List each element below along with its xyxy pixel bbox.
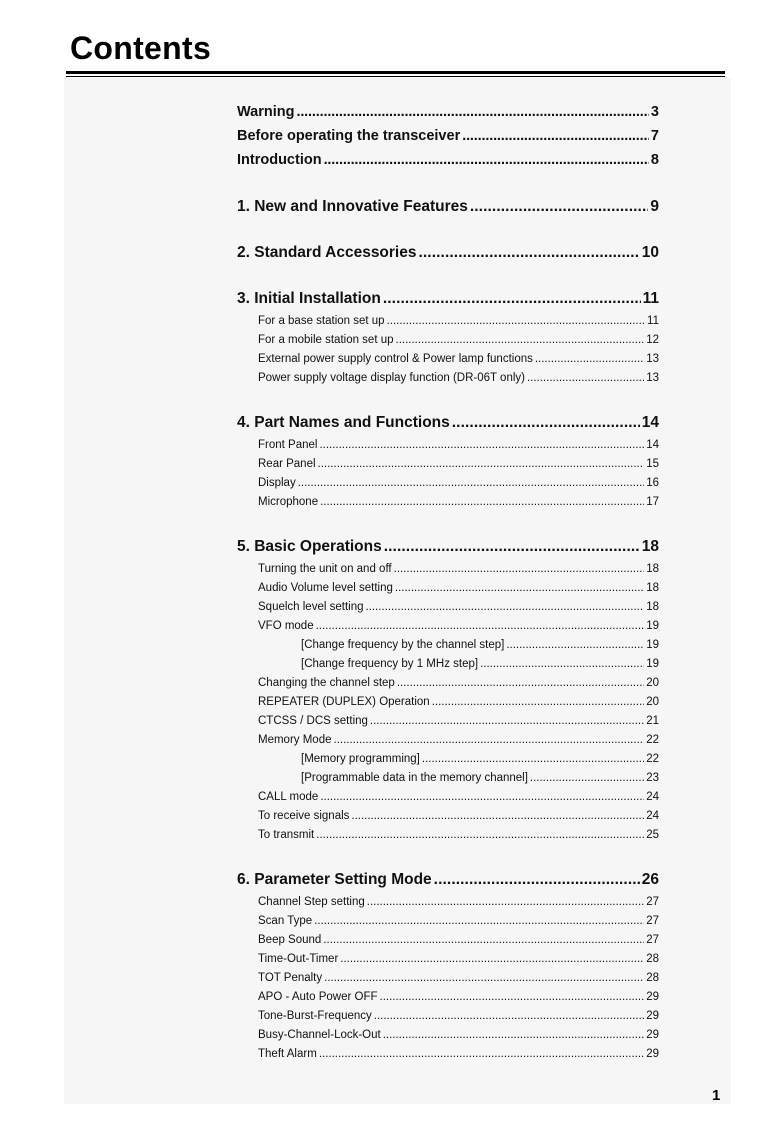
toc-chapter-1[interactable]: 1. New and Innovative Features . . . 9 <box>237 194 659 220</box>
toc-entry[interactable]: For a mobile station set up . . . 12 <box>237 331 659 350</box>
toc-entry[interactable]: [Memory programming] . . . 22 <box>237 750 659 769</box>
toc-entry[interactable]: Beep Sound . . . 27 <box>237 931 659 950</box>
toc-entry[interactable]: [Programmable data in the memory channel] . . . 23 <box>237 769 659 788</box>
toc-entry[interactable]: Time-Out-Timer . . . 28 <box>237 950 659 969</box>
toc-entry[interactable]: Audio Volume level setting . . . 18 <box>237 579 659 598</box>
toc-entry[interactable]: [Change frequency by 1 MHz step] . . . 19 <box>237 655 659 674</box>
toc-entry[interactable]: REPEATER (DUPLEX) Operation . . . 20 <box>237 693 659 712</box>
toc-chapter-2[interactable]: 2. Standard Accessories . . . 10 <box>237 240 659 266</box>
title-rule <box>66 71 725 74</box>
toc-entry-introduction[interactable]: Introduction . . . 8 <box>237 148 659 172</box>
toc-entry[interactable]: Theft Alarm . . . 29 <box>237 1045 659 1064</box>
toc-entry-before-operating[interactable]: Before operating the transceiver . . . 7 <box>237 124 659 148</box>
page-title: Contents <box>70 30 212 66</box>
toc-entry[interactable]: Changing the channel step . . . 20 <box>237 674 659 693</box>
toc-entry[interactable]: Memory Mode . . . 22 <box>237 731 659 750</box>
toc-chapter-5[interactable]: 5. Basic Operations . . . 18 <box>237 534 659 560</box>
toc-entry[interactable]: External power supply control & Power lamp functions . . . 13 <box>237 350 659 369</box>
toc-chapter-4[interactable]: 4. Part Names and Functions . . . 14 <box>237 410 659 436</box>
toc-entry[interactable]: [Change frequency by the channel step] . . . 19 <box>237 636 659 655</box>
toc-entry[interactable]: Channel Step setting . . . 27 <box>237 893 659 912</box>
title-rule-thin <box>66 76 725 77</box>
page-number: 1 <box>712 1087 721 1104</box>
toc-entry[interactable]: Scan Type . . . 27 <box>237 912 659 931</box>
toc-entry[interactable]: Squelch level setting . . . 18 <box>237 598 659 617</box>
toc-entry[interactable]: VFO mode . . . 19 <box>237 617 659 636</box>
toc-entry[interactable]: Tone-Burst-Frequency . . . 29 <box>237 1007 659 1026</box>
toc-entry[interactable]: Front Panel . . . 14 <box>237 436 659 455</box>
toc-entry[interactable]: Rear Panel . . . 15 <box>237 455 659 474</box>
toc-entry[interactable]: To transmit . . . 25 <box>237 826 659 845</box>
toc-entry[interactable]: Busy-Channel-Lock-Out . . . 29 <box>237 1026 659 1045</box>
toc-entry-warning[interactable]: Warning . . . 3 <box>237 100 659 124</box>
toc-entry[interactable]: APO - Auto Power OFF . . . 29 <box>237 988 659 1007</box>
toc-entry[interactable]: CTCSS / DCS setting . . . 21 <box>237 712 659 731</box>
toc-entry[interactable]: CALL mode . . . 24 <box>237 788 659 807</box>
toc-entry[interactable]: Display . . . 16 <box>237 474 659 493</box>
table-of-contents <box>237 100 659 1064</box>
toc-entry[interactable]: Power supply voltage display function (DR-06T only) . . . 13 <box>237 369 659 388</box>
toc-entry[interactable]: Turning the unit on and off . . . 18 <box>237 560 659 579</box>
toc-entry[interactable]: For a base station set up . . . 11 <box>237 312 659 331</box>
toc-entry[interactable]: TOT Penalty . . . 28 <box>237 969 659 988</box>
toc-chapter-6[interactable]: 6. Parameter Setting Mode . . . 26 <box>237 867 659 893</box>
toc-chapter-3[interactable]: 3. Initial Installation . . . 11 <box>237 286 659 312</box>
toc-entry[interactable]: To receive signals . . . 24 <box>237 807 659 826</box>
toc-entry[interactable]: Microphone . . . 17 <box>237 493 659 512</box>
